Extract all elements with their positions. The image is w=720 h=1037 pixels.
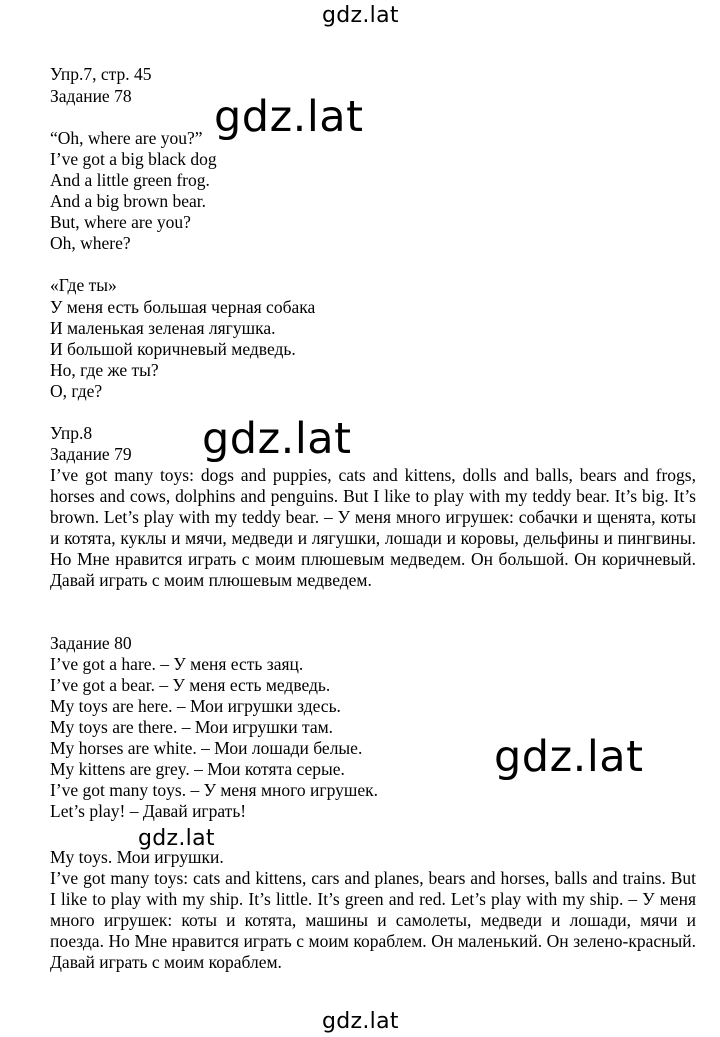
watermark-mid-2: gdz.lat [202, 414, 352, 464]
poem-en-line: Oh, where? [50, 233, 131, 253]
poem-en-line: I’ve got a big black dog [50, 149, 217, 169]
poem-en-line: But, where are you? [50, 212, 191, 232]
sentence-line: Let’s play! – Давай играть! [50, 801, 247, 821]
sentence-line: My toys are there. – Мои игрушки там. [50, 717, 334, 737]
sentence-line: My kittens are grey. – Мои котята серые. [50, 759, 345, 779]
watermark-bottom: gdz.lat [322, 1009, 399, 1034]
watermark-small-mid: gdz.lat [138, 826, 215, 851]
watermark-mid-3: gdz.lat [494, 732, 644, 782]
exercise-header: Упр.8 [50, 423, 93, 443]
poem-en-line: “Oh, where are you?” [50, 128, 203, 148]
poem-ru-line: «Где ты» [50, 275, 117, 295]
task-paragraph: I’ve got many toys: cats and kittens, cars and planes, bears and horses, balls and trains. But I like to play with my ship. It’s little. It’s green and red. Let’s play with my ship. – У меня много игрушек: коты и котята, машины и самолеты, медведи и лошади, мячи и поезда. Но Мне нравится играть с моим кораблем. Он маленький. Он зелено-красный. Давай играть с моим кораблем. [50, 868, 696, 972]
sentence-line: My horses are white. – Мои лошади белые. [50, 738, 363, 758]
poem-ru-line: И маленькая зеленая лягушка. [50, 318, 276, 338]
sentence-line: My toys. Мои игрушки. [50, 847, 224, 867]
exercise-header: Упр.7, стр. 45 [50, 64, 152, 84]
task-paragraph: I’ve got many toys: dogs and puppies, cats and kittens, dolls and balls, bears and frogs, horses and cows, dolphins and penguins. But I like to play with my teddy bear. It’s big. It’s brown. Let’s play with my teddy bear. – У меня много игрушек: собачки и щенята, коты и котята, куклы и мячи, медведи и лягушки, лошади и коровы, дельфины и пингвины. Но Мне нравится играть с моим плюшевым медведем. Он большой. Он коричневый. Давай играть с моим плюшевым медведем. [50, 465, 696, 590]
sentence-line: I’ve got many toys. – У меня много игрушек. [50, 780, 378, 800]
task-header: Задание 79 [50, 444, 132, 464]
poem-en-line: And a big brown bear. [50, 191, 207, 211]
poem-ru-line: О, где? [50, 381, 103, 401]
sentence-line: My toys are here. – Мои игрушки здесь. [50, 696, 341, 716]
sentence-line: I’ve got a hare. – У меня есть заяц. [50, 654, 304, 674]
watermark-mid-1: gdz.lat [214, 92, 364, 142]
poem-en-line: And a little green frog. [50, 170, 210, 190]
sentence-line: I’ve got a bear. – У меня есть медведь. [50, 675, 331, 695]
task-header: Задание 80 [50, 633, 132, 653]
task-header: Задание 78 [50, 86, 132, 106]
poem-ru-line: И большой коричневый медведь. [50, 339, 296, 359]
poem-ru-line: Но, где же ты? [50, 360, 159, 380]
watermark-top: gdz.lat [322, 3, 399, 28]
poem-ru-line: У меня есть большая черная собака [50, 297, 316, 317]
